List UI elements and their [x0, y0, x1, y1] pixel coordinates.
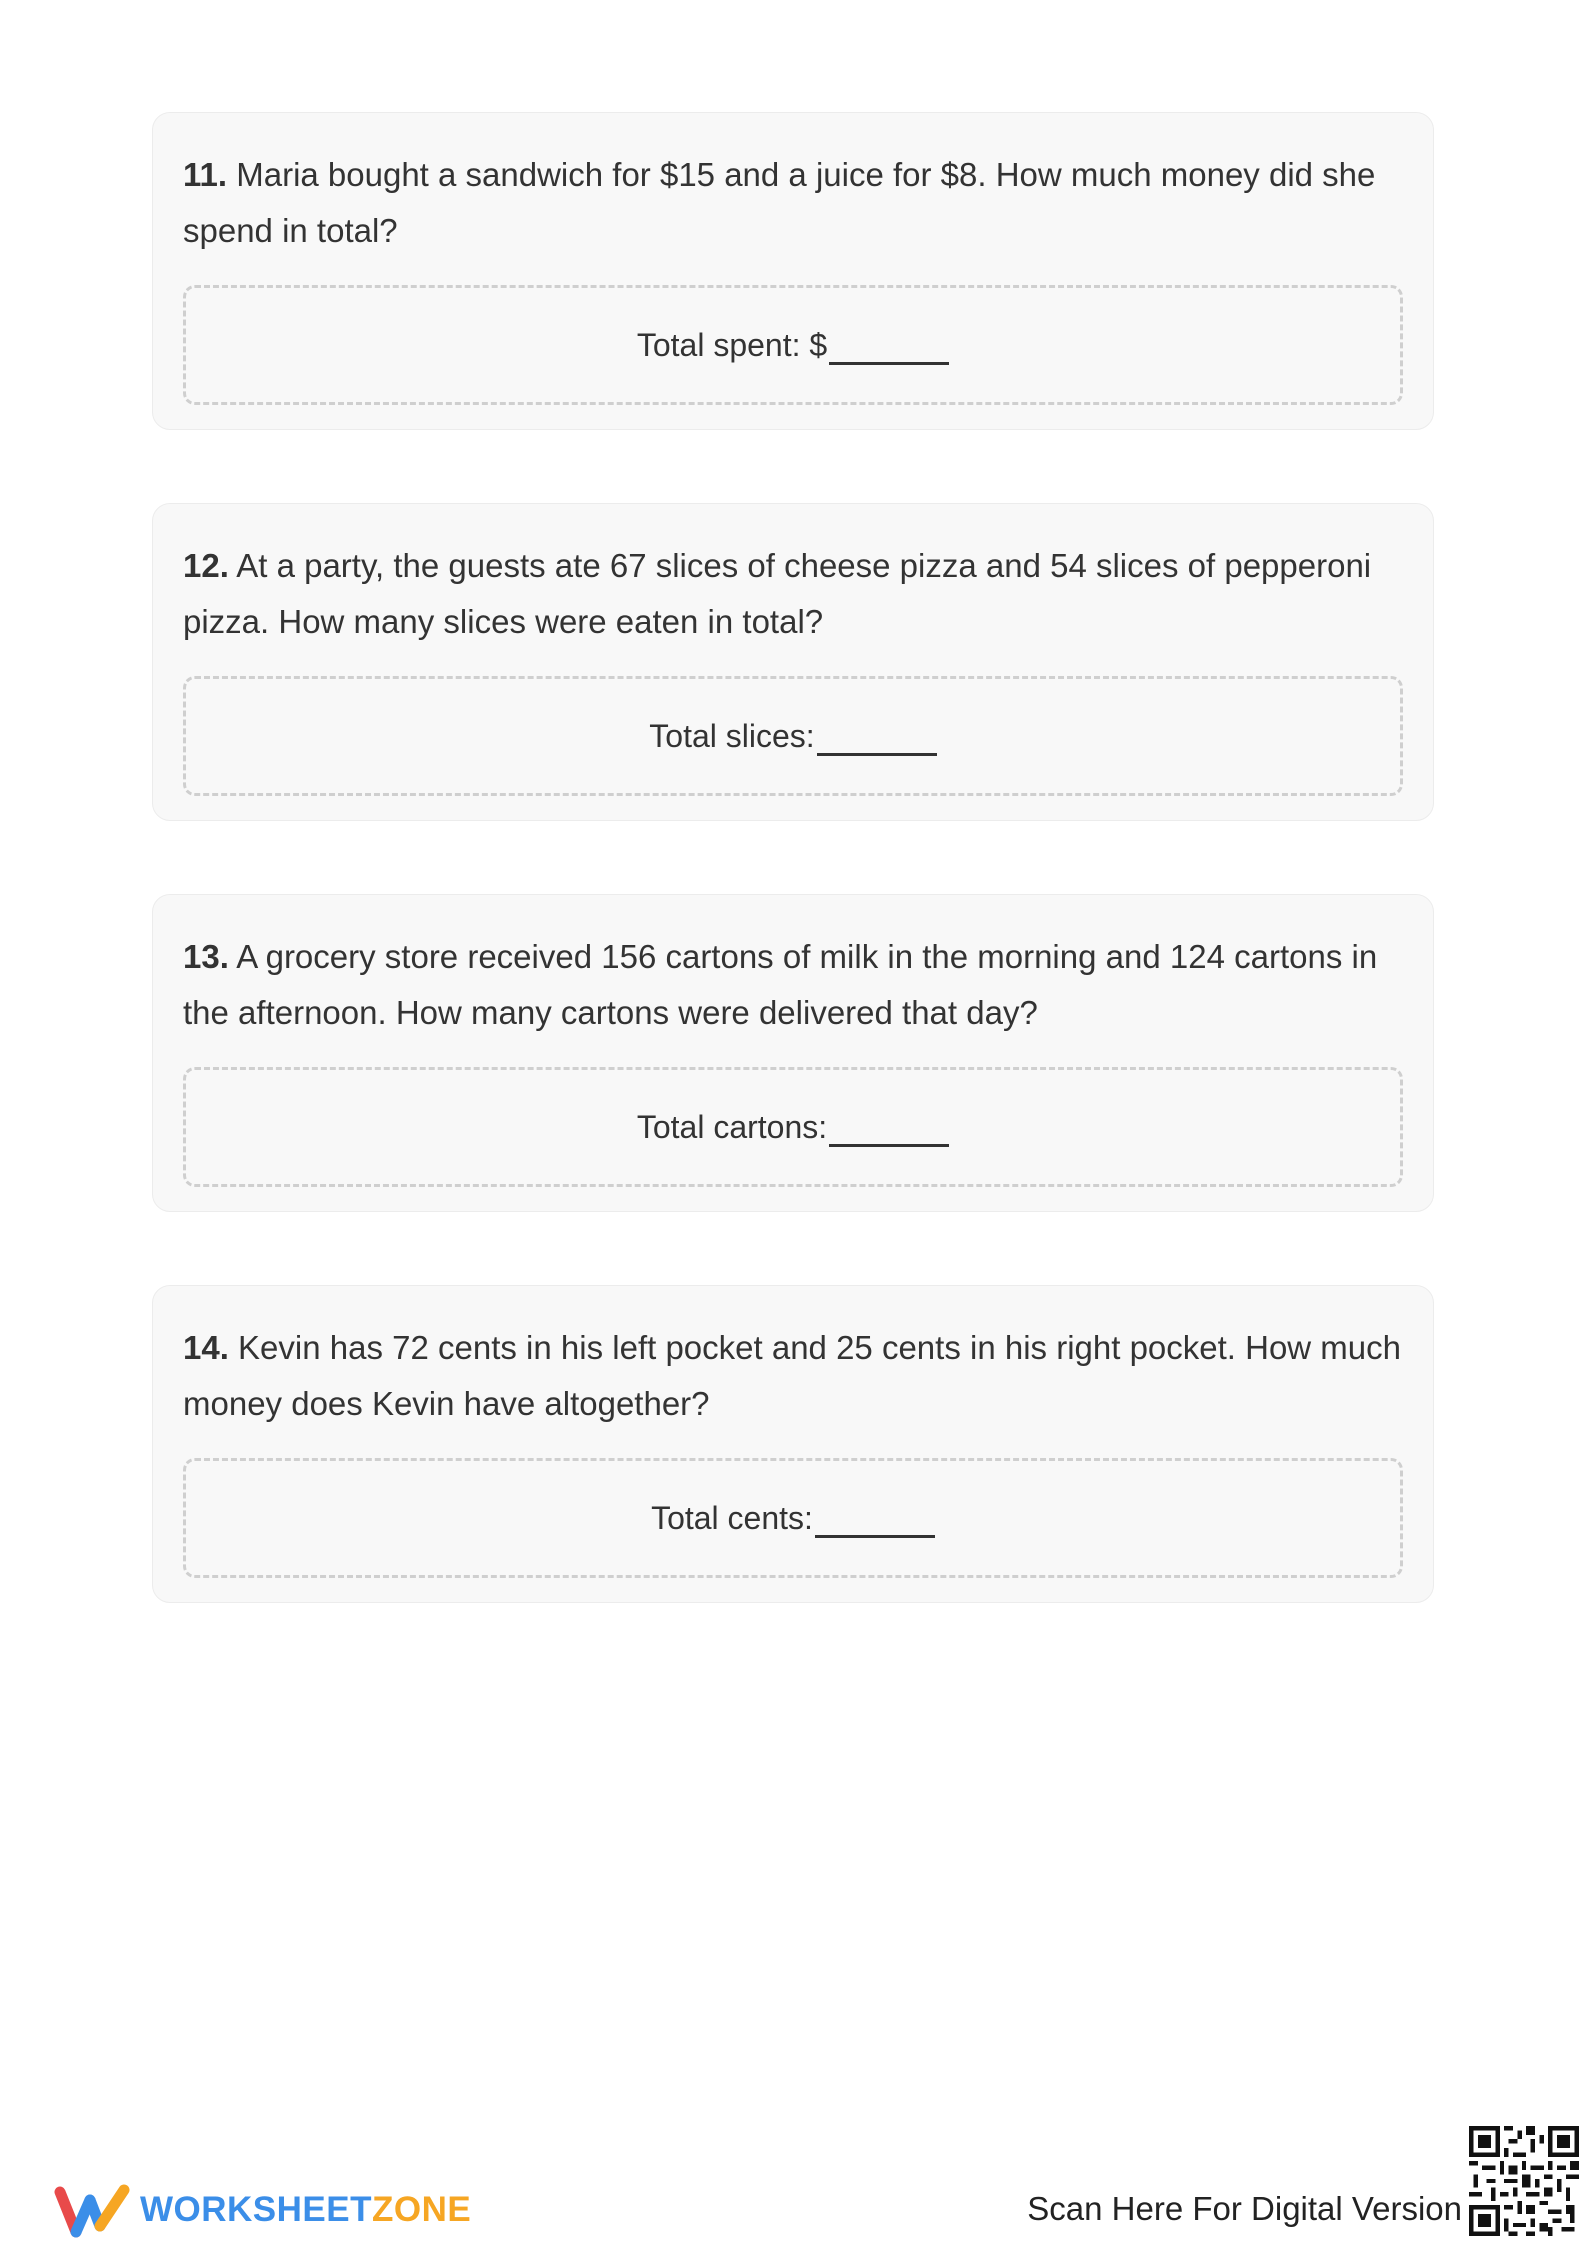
answer-blank[interactable] [817, 717, 937, 756]
worksheetzone-logo-icon [54, 2180, 134, 2240]
answer-blank[interactable] [829, 1108, 949, 1147]
problem-question [183, 1320, 1403, 1432]
problem-text: At a party, the guests ate 67 slices of cheese pizza and 54 slices of pepperoni pizza. How many slices were eaten in total? [183, 547, 1372, 640]
problem-question [183, 538, 1403, 650]
problem-card-13 [152, 894, 1434, 1212]
answer-box [183, 1067, 1403, 1187]
problem-text: Maria bought a sandwich for $15 and a juice for $8. How much money did she spend in total? [183, 156, 1376, 249]
answer-label: Total slices: [649, 717, 815, 754]
problem-text: A grocery store received 156 cartons of milk in the morning and 124 cartons in the afternoon. How many cartons were delivered that day? [183, 938, 1378, 1031]
answer-label: Total cents: [651, 1499, 813, 1536]
brand-logo[interactable] [54, 2180, 471, 2240]
problem-card-14 [152, 1285, 1434, 1603]
answer-blank[interactable] [829, 326, 949, 365]
answer-box [183, 1458, 1403, 1578]
problem-list [152, 112, 1434, 1676]
problem-question [183, 929, 1403, 1041]
problem-number: 11. [183, 156, 228, 193]
problem-question [183, 147, 1403, 259]
answer-box [183, 285, 1403, 405]
brand-name [140, 2190, 471, 2230]
problem-number: 14. [183, 1329, 229, 1366]
answer-box [183, 676, 1403, 796]
brand-name-part2: ZONE [372, 2190, 472, 2229]
problem-number: 12. [183, 547, 229, 584]
qr-code-icon[interactable] [1469, 2126, 1579, 2236]
problem-text: Kevin has 72 cents in his left pocket and 25 cents in his right pocket. How much money does Kevin have altogether? [183, 1329, 1402, 1422]
answer-blank[interactable] [815, 1499, 935, 1538]
scan-instruction: Scan Here For Digital Version [1027, 2190, 1462, 2227]
brand-name-part1: WORKSHEET [140, 2190, 372, 2229]
problem-card-12 [152, 503, 1434, 821]
problem-card-11 [152, 112, 1434, 430]
answer-label: Total cartons: [636, 1108, 828, 1145]
answer-label: Total spent: $ [636, 326, 828, 363]
problem-number: 13. [183, 938, 229, 975]
